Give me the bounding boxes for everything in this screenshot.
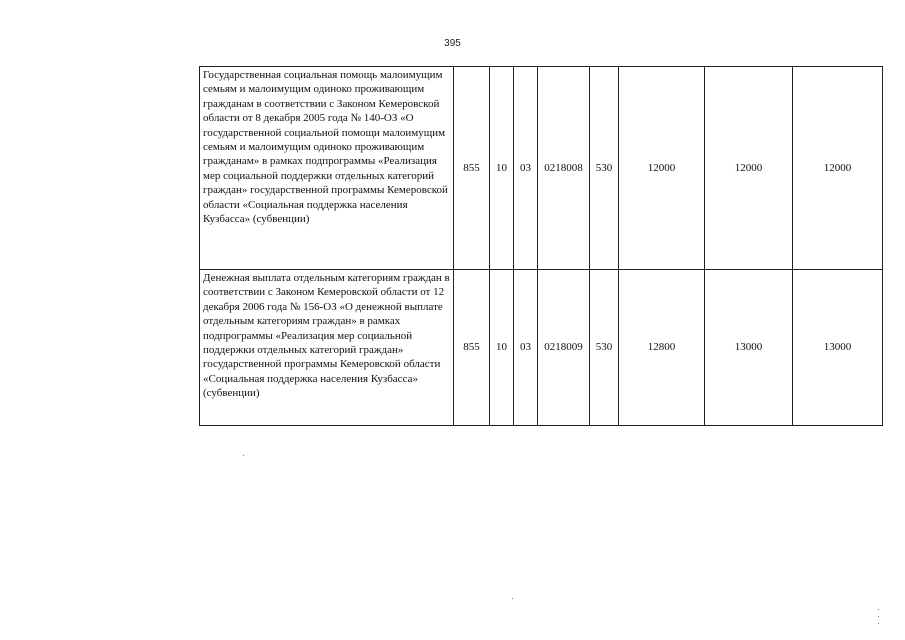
amount-cell: 12800	[619, 270, 705, 426]
subsection-code-cell: 03	[514, 67, 538, 270]
section-code-cell: 10	[490, 270, 514, 426]
subsection-code-cell: 03	[514, 270, 538, 426]
page-number: 395	[444, 38, 461, 49]
scan-speck	[878, 616, 879, 617]
target-article-cell: 0218008	[538, 67, 590, 270]
budget-table	[199, 66, 883, 426]
expense-type-cell: 530	[590, 270, 619, 426]
row-description: Государственная социальная помощь малоимущим семьям и малоимущим одиноко проживающим гражданам в соответствии с Законом Кемеровской области от 8 декабря 2005 года № 140-ОЗ «О государственной социальной помощи малоимущим семьям и малоимущим одиноко проживающим гражданам» в рамках подпрограммы «Реализация мер социальной поддержки отдельных категорий граждан» государственной программы Кемеровской области «Социальная поддержка населения Кузбасса» (субвенции)	[200, 67, 454, 270]
amount-cell: 13000	[793, 270, 883, 426]
ministry-code-cell: 855	[454, 67, 490, 270]
target-article-cell: 0218009	[538, 270, 590, 426]
table-row	[200, 67, 883, 270]
amount-cell: 12000	[793, 67, 883, 270]
section-code-cell: 10	[490, 67, 514, 270]
scan-speck	[512, 598, 513, 599]
row-description: Денежная выплата отдельным категориям граждан в соответствии с Законом Кемеровской области от 12 декабря 2006 года № 156-ОЗ «О денежной выплате отдельным категориям граждан» в рамках подпрограммы «Реализация мер социальной поддержки отдельных категорий граждан» государственной программы Кемеровской области «Социальная поддержка населения Кузбасса» (субвенции)	[200, 270, 454, 426]
scan-speck	[878, 623, 879, 624]
table-row	[200, 270, 883, 426]
scan-speck	[243, 455, 244, 456]
amount-cell: 12000	[705, 67, 793, 270]
amount-cell: 13000	[705, 270, 793, 426]
scan-speck	[878, 609, 879, 610]
ministry-code-cell: 855	[454, 270, 490, 426]
expense-type-cell: 530	[590, 67, 619, 270]
amount-cell: 12000	[619, 67, 705, 270]
